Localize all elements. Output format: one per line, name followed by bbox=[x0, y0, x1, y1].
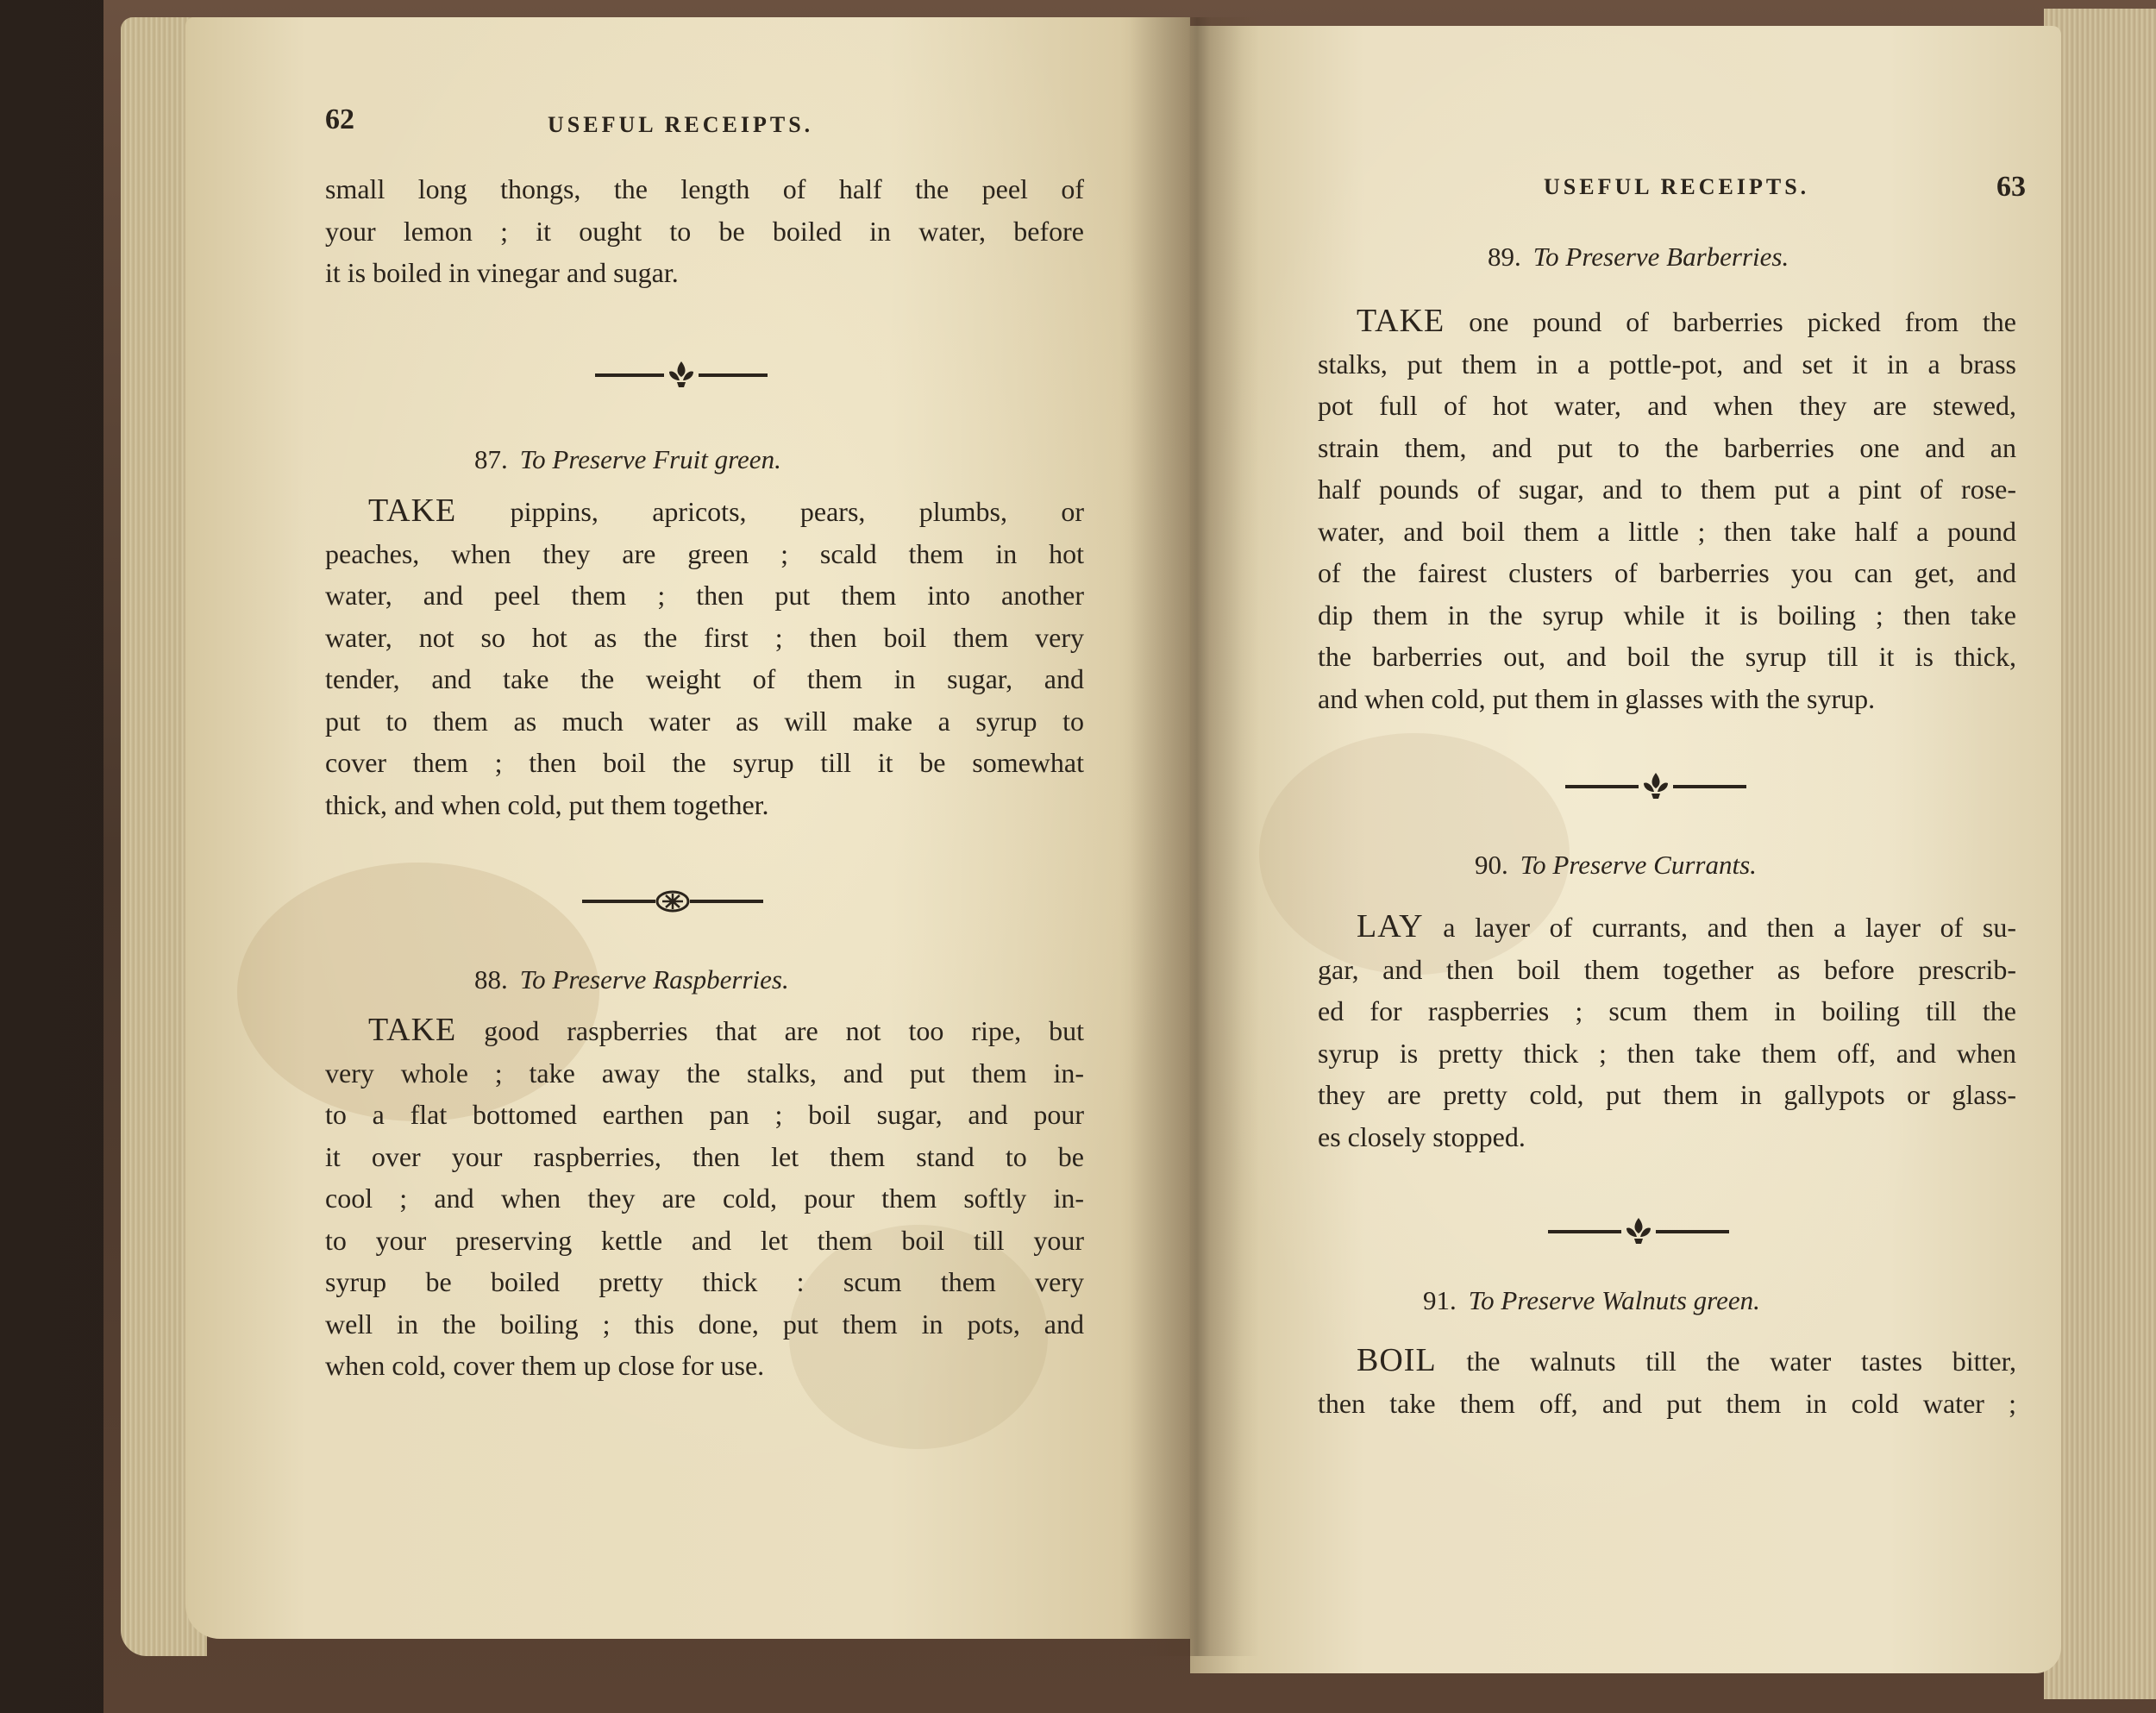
text-line bbox=[325, 490, 1084, 533]
continuation-text bbox=[325, 168, 1084, 294]
text-line: half pounds of sugar, and to them put a pint of rose- bbox=[1318, 474, 2016, 505]
text-line: es closely stopped. bbox=[1318, 1120, 1526, 1152]
recipe-87-body bbox=[325, 490, 1084, 825]
text-line: strain them, and put to the barberries one and an bbox=[1318, 431, 2016, 463]
text-line: water, and boil them a little ; then take half a pound bbox=[1318, 515, 2016, 547]
recipe-heading: To Preserve Raspberries. bbox=[519, 964, 789, 995]
text-line bbox=[1318, 906, 2016, 949]
recipe-90-body bbox=[1318, 906, 2016, 1158]
text-line: of the fairest clusters of barberries you can get, and bbox=[1318, 557, 2016, 588]
recipe-title bbox=[474, 964, 789, 995]
recipe-heading: To Preserve Walnuts green. bbox=[1468, 1285, 1760, 1315]
text-line: and when cold, put them in glasses with the syrup. bbox=[1318, 682, 1876, 714]
recipe-number: 87. bbox=[474, 444, 508, 474]
left-page bbox=[185, 17, 1190, 1639]
text-span: the walnuts till the water tastes bitter, bbox=[1466, 1346, 2017, 1377]
recipe-89-body bbox=[1318, 300, 2016, 719]
text-line: it is boiled in vinegar and sugar. bbox=[325, 257, 679, 288]
text-line: they are pretty cold, put them in gallypots or glass- bbox=[1318, 1079, 2016, 1110]
running-head: USEFUL RECEIPTS. bbox=[1544, 174, 1810, 199]
recipe-number: 89. bbox=[1488, 242, 1521, 272]
text-line: stalks, put them in a pottle-pot, and set it in a brass bbox=[1318, 348, 2016, 380]
text-line: your lemon ; it ought to be boiled in water, before bbox=[325, 215, 1084, 247]
text-span: one pound of barberries picked from the bbox=[1469, 306, 2017, 337]
text-line: cool ; and when they are cold, pour them softly in- bbox=[325, 1183, 1084, 1214]
text-line: pot full of hot water, and when they are stewed, bbox=[1318, 390, 2016, 421]
recipe-heading: To Preserve Currants. bbox=[1520, 850, 1757, 880]
recipe-heading: To Preserve Fruit green. bbox=[519, 444, 781, 474]
first-word: TAKE bbox=[368, 1012, 457, 1048]
text-line: it over your raspberries, then let them stand to be bbox=[325, 1140, 1084, 1172]
text-line: when cold, cover them up close for use. bbox=[325, 1350, 765, 1381]
first-word: BOIL bbox=[1357, 1342, 1437, 1378]
page-number: 63 bbox=[1996, 171, 2026, 203]
fleur-de-lis-ornament-icon bbox=[1565, 769, 1746, 804]
fleur-de-lis-ornament-icon bbox=[595, 358, 768, 392]
text-line: dip them in the syrup while it is boiling ; then take bbox=[1318, 599, 2016, 631]
text-line: syrup is pretty thick ; then take them off, and when bbox=[1318, 1037, 2016, 1069]
recipe-91-body bbox=[1318, 1340, 2016, 1424]
recipe-number: 90. bbox=[1475, 850, 1508, 880]
text-span: good raspberries that are not too ripe, but bbox=[484, 1015, 1085, 1046]
right-page bbox=[1190, 26, 2061, 1673]
first-word: TAKE bbox=[368, 493, 457, 529]
text-line bbox=[325, 1009, 1084, 1052]
text-span: pippins, apricots, pears, plumbs, or bbox=[510, 496, 1084, 527]
text-line: gar, and then boil them together as before prescrib- bbox=[1318, 953, 2016, 985]
text-line: put to them as much water as will make a syrup to bbox=[325, 705, 1084, 737]
fleur-de-lis-ornament-icon bbox=[1548, 1214, 1729, 1249]
running-head: USEFUL RECEIPTS. bbox=[548, 112, 814, 137]
recipe-title bbox=[1475, 850, 1757, 881]
text-line: ed for raspberries ; scum them in boiling till the bbox=[1318, 995, 2016, 1026]
text-line: then take them off, and put them in cold water ; bbox=[1318, 1387, 2016, 1419]
text-line: peaches, when they are green ; scald them in hot bbox=[325, 537, 1084, 569]
text-line bbox=[1318, 300, 2016, 343]
text-line: small long thongs, the length of half the peel of bbox=[325, 173, 1084, 204]
recipe-title bbox=[1488, 242, 1789, 273]
text-line: the barberries out, and boil the syrup till it is thick, bbox=[1318, 641, 2016, 672]
text-line: syrup be boiled pretty thick : scum them very bbox=[325, 1266, 1084, 1297]
recipe-number: 91. bbox=[1423, 1285, 1457, 1315]
text-line: thick, and when cold, put them together. bbox=[325, 788, 769, 820]
text-line: tender, and take the weight of them in sugar, and bbox=[325, 663, 1084, 694]
text-line: to a flat bottomed earthen pan ; boil sugar, and pour bbox=[325, 1099, 1084, 1130]
first-word: LAY bbox=[1357, 908, 1424, 944]
text-line: water, and peel them ; then put them into another bbox=[325, 580, 1084, 611]
recipe-88-body bbox=[325, 1009, 1084, 1387]
first-word: TAKE bbox=[1357, 303, 1445, 339]
recipe-title bbox=[474, 444, 781, 475]
text-line: to your preserving kettle and let them boil till your bbox=[325, 1224, 1084, 1256]
recipe-heading: To Preserve Barberries. bbox=[1532, 242, 1789, 272]
text-line bbox=[1318, 1340, 2016, 1383]
text-span: a layer of currants, and then a layer of su- bbox=[1443, 912, 2017, 943]
recipe-number: 88. bbox=[474, 964, 508, 995]
recipe-title bbox=[1423, 1285, 1760, 1316]
page-number: 62 bbox=[325, 104, 354, 135]
text-line: cover them ; then boil the syrup till it be somewhat bbox=[325, 747, 1084, 778]
text-line: well in the boiling ; this done, put them in pots, and bbox=[325, 1308, 1084, 1340]
text-line: water, not so hot as the first ; then boil them very bbox=[325, 621, 1084, 653]
text-line: very whole ; take away the stalks, and put them in- bbox=[325, 1057, 1084, 1089]
rosette-ornament-icon bbox=[582, 884, 763, 919]
